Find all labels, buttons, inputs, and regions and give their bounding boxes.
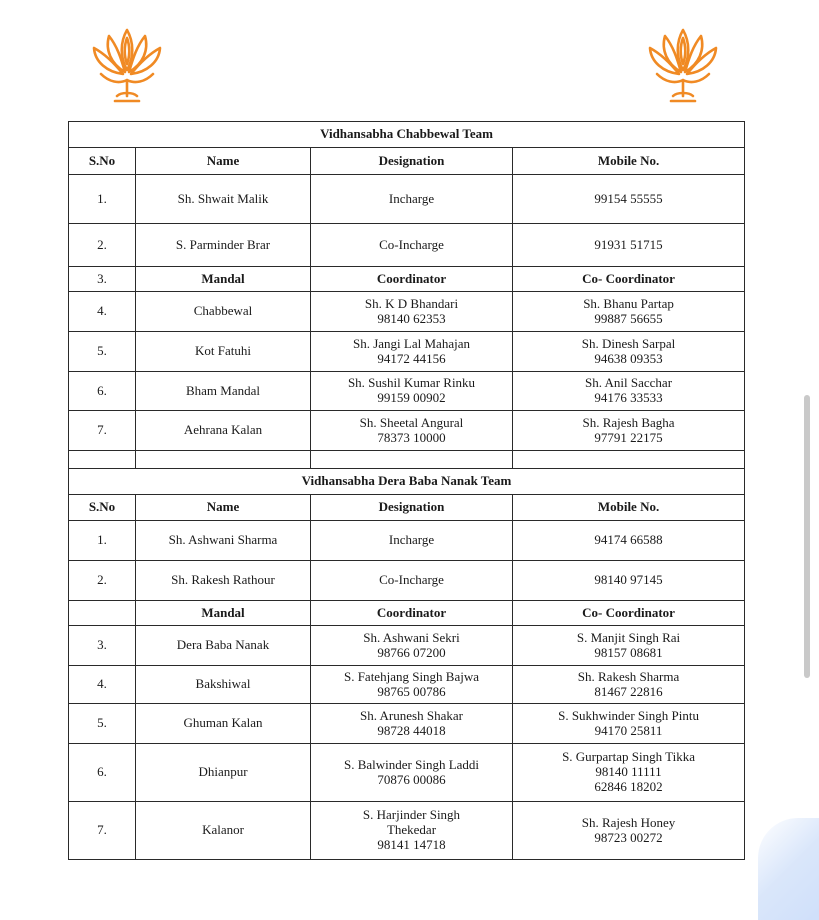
sno-cell: 1. [69, 175, 136, 224]
designation-cell: Incharge [311, 521, 513, 561]
mandal-cell: Chabbewal [136, 292, 311, 332]
sno-cell: 4. [69, 666, 136, 704]
column-header-coordinator: Coordinator [311, 601, 513, 626]
mandal-cell: Dera Baba Nanak [136, 626, 311, 666]
mandal-cell: Kot Fatuhi [136, 332, 311, 372]
column-header-sno: S.No [69, 495, 136, 521]
sno-cell: 6. [69, 372, 136, 411]
sno-cell: 7. [69, 411, 136, 451]
mobile-cell: 94174 66588 [513, 521, 745, 561]
table-row [69, 175, 745, 224]
sno-cell: 7. [69, 802, 136, 860]
sno-cell: 3. [69, 626, 136, 666]
column-header-coordinator: Coordinator [311, 267, 513, 292]
column-header-co-coordinator: Co- Coordinator [513, 267, 745, 292]
sno-cell: 5. [69, 704, 136, 744]
table-row [69, 521, 745, 561]
column-header-mandal: Mandal [136, 267, 311, 292]
team-title: Vidhansabha Dera Baba Nanak Team [69, 469, 745, 495]
table-row [69, 802, 745, 860]
coordinator-cell: Sh. Jangi Lal Mahajan 94172 44156 [311, 332, 513, 372]
column-header-mandal: Mandal [136, 601, 311, 626]
column-header-sno: S.No [69, 148, 136, 175]
mandal-cell: Bham Mandal [136, 372, 311, 411]
co-coordinator-cell: S. Sukhwinder Singh Pintu 94170 25811 [513, 704, 745, 744]
lotus-logo-right [643, 24, 723, 108]
corner-overlay [758, 818, 819, 920]
mandal-cell: Kalanor [136, 802, 311, 860]
sno-cell: 1. [69, 521, 136, 561]
table-row [69, 224, 745, 267]
column-header-name: Name [136, 148, 311, 175]
mandal-cell: Ghuman Kalan [136, 704, 311, 744]
table-row [69, 332, 745, 372]
team-table [68, 121, 745, 860]
sno-cell: 2. [69, 561, 136, 601]
team-title: Vidhansabha Chabbewal Team [69, 122, 745, 148]
mandal-cell: Bakshiwal [136, 666, 311, 704]
table-row [69, 372, 745, 411]
column-header-designation: Designation [311, 148, 513, 175]
co-coordinator-cell: Sh. Dinesh Sarpal 94638 09353 [513, 332, 745, 372]
mobile-cell: 98140 97145 [513, 561, 745, 601]
sno-cell: 3. [69, 267, 136, 292]
sno-cell [69, 601, 136, 626]
co-coordinator-cell: S. Manjit Singh Rai 98157 08681 [513, 626, 745, 666]
coordinator-cell: S. Balwinder Singh Laddi 70876 00086 [311, 744, 513, 802]
co-coordinator-cell: Sh. Rajesh Bagha 97791 22175 [513, 411, 745, 451]
sno-cell: 6. [69, 744, 136, 802]
table-row [69, 744, 745, 802]
table-row [69, 704, 745, 744]
name-cell: S. Parminder Brar [136, 224, 311, 267]
table-row [69, 411, 745, 451]
mandal-header-row [69, 267, 745, 292]
coordinator-cell: S. Harjinder Singh Thekedar 98141 14718 [311, 802, 513, 860]
spacer-row [69, 451, 745, 469]
name-cell: Sh. Shwait Malik [136, 175, 311, 224]
mobile-cell: 91931 51715 [513, 224, 745, 267]
mandal-cell: Aehrana Kalan [136, 411, 311, 451]
name-cell: Sh. Ashwani Sharma [136, 521, 311, 561]
sno-cell: 5. [69, 332, 136, 372]
table-row [69, 292, 745, 332]
sno-cell: 2. [69, 224, 136, 267]
coordinator-cell: Sh. K D Bhandari 98140 62353 [311, 292, 513, 332]
column-header-name: Name [136, 495, 311, 521]
mandal-header-row [69, 601, 745, 626]
table-row [69, 666, 745, 704]
column-header-mobile: Mobile No. [513, 495, 745, 521]
coordinator-cell: Sh. Sheetal Angural 78373 10000 [311, 411, 513, 451]
co-coordinator-cell: Sh. Anil Sacchar 94176 33533 [513, 372, 745, 411]
table-row [69, 561, 745, 601]
designation-cell: Co-Incharge [311, 561, 513, 601]
coordinator-cell: Sh. Sushil Kumar Rinku 99159 00902 [311, 372, 513, 411]
name-cell: Sh. Rakesh Rathour [136, 561, 311, 601]
column-header-designation: Designation [311, 495, 513, 521]
co-coordinator-cell: Sh. Bhanu Partap 99887 56655 [513, 292, 745, 332]
coordinator-cell: S. Fatehjang Singh Bajwa 98765 00786 [311, 666, 513, 704]
coordinator-cell: Sh. Arunesh Shakar 98728 44018 [311, 704, 513, 744]
designation-cell: Incharge [311, 175, 513, 224]
coordinator-cell: Sh. Ashwani Sekri 98766 07200 [311, 626, 513, 666]
mobile-cell: 99154 55555 [513, 175, 745, 224]
scrollbar-thumb[interactable] [804, 395, 810, 678]
sno-cell: 4. [69, 292, 136, 332]
designation-cell: Co-Incharge [311, 224, 513, 267]
table-row [69, 626, 745, 666]
lotus-logo-left [87, 24, 167, 108]
column-header-co-coordinator: Co- Coordinator [513, 601, 745, 626]
column-header-mobile: Mobile No. [513, 148, 745, 175]
mandal-cell: Dhianpur [136, 744, 311, 802]
co-coordinator-cell: Sh. Rajesh Honey 98723 00272 [513, 802, 745, 860]
co-coordinator-cell: S. Gurpartap Singh Tikka 98140 11111 62846 18202 [513, 744, 745, 802]
co-coordinator-cell: Sh. Rakesh Sharma 81467 22816 [513, 666, 745, 704]
